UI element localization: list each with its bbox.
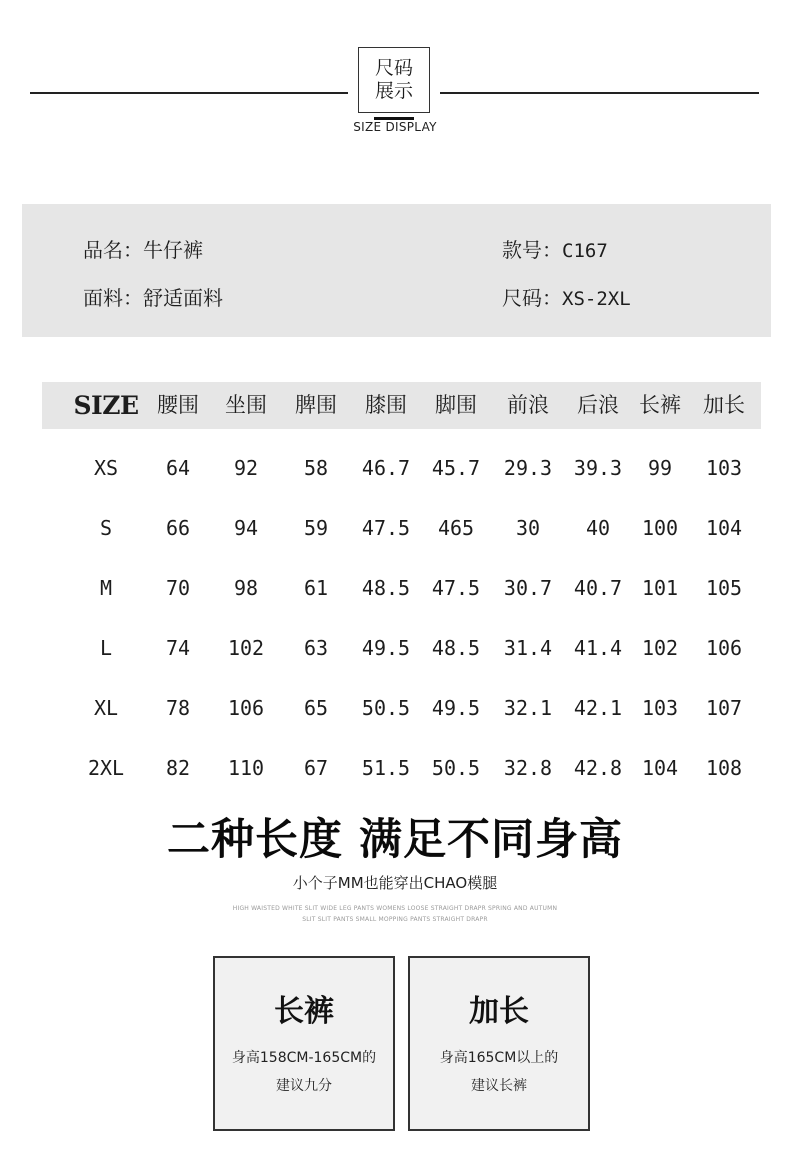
- size-table-cell: 104: [705, 516, 743, 540]
- size-table-cell: 32.1: [503, 696, 553, 720]
- header-subtitle: SIZE DISPLAY: [353, 120, 437, 134]
- card-title: 长裤: [274, 994, 334, 1029]
- size-table-cell: 110: [227, 756, 265, 780]
- size-table-column-header: 脚围: [435, 393, 477, 417]
- size-table-size-label: 2XL: [87, 756, 125, 780]
- size-table-cell: 465: [437, 516, 475, 540]
- size-table-cell: 104: [641, 756, 679, 780]
- length-card-regular: [213, 956, 395, 1131]
- size-table-cell: 74: [165, 636, 191, 660]
- promo-fineprint-line2: SLIT SLIT PANTS SMALL MOPPING PANTS STRAIGHT DRAPR: [302, 916, 488, 923]
- size-table-column-header: 前浪: [507, 393, 549, 417]
- header-title-box: [358, 47, 430, 113]
- card-description: [410, 1044, 588, 1100]
- promo-title: 二种长度 满足不同身高: [167, 815, 623, 865]
- size-table-cell: 65: [303, 696, 329, 720]
- length-card-extended: [408, 956, 590, 1131]
- size-table-column-header: 加长: [703, 393, 745, 417]
- size-table-cell: 58: [303, 456, 329, 480]
- size-table-cell: 107: [705, 696, 743, 720]
- product-name: [83, 234, 203, 263]
- size-table-cell: 31.4: [503, 636, 553, 660]
- size-table-size-label: XS: [93, 456, 119, 480]
- fabric-label: 面料：: [83, 286, 143, 310]
- size-table-cell: 50.5: [431, 756, 481, 780]
- size-table-cell: 106: [227, 696, 265, 720]
- size-table-cell: 39.3: [573, 456, 623, 480]
- card-desc-line2: 建议九分: [276, 1078, 332, 1094]
- size-table-size-label: M: [99, 576, 113, 600]
- size-table-cell: 42.1: [573, 696, 623, 720]
- size-table-size-label: XL: [93, 696, 119, 720]
- size-table-cell: 40.7: [573, 576, 623, 600]
- size-range-label: 尺码：: [502, 286, 562, 310]
- size-table-column-header: 长裤: [639, 393, 681, 417]
- size-table-cell: 105: [705, 576, 743, 600]
- size-table-cell: 48.5: [431, 636, 481, 660]
- size-table-cell: 98: [233, 576, 259, 600]
- size-table-cell: 46.7: [361, 456, 411, 480]
- size-table-cell: 47.5: [361, 516, 411, 540]
- promo-fineprint-line1: HIGH WAISTED WHITE SLIT WIDE LEG PANTS WOMENS LOOSE STRAIGHT DRAPR SPRING AND AUTUMN: [232, 905, 558, 912]
- size-table-column-header: 脾围: [295, 393, 337, 417]
- size-table-cell: 45.7: [431, 456, 481, 480]
- product-name-label: 品名：: [83, 238, 143, 262]
- card-desc-line2: 建议长裤: [471, 1078, 527, 1094]
- header-title-line1: 尺码: [374, 57, 413, 79]
- size-table-cell: 67: [303, 756, 329, 780]
- size-range-value: XS-2XL: [562, 288, 631, 310]
- size-table-cell: 63: [303, 636, 329, 660]
- size-table-cell: 49.5: [431, 696, 481, 720]
- card-title: 加长: [469, 994, 529, 1029]
- size-table-cell: 92: [233, 456, 259, 480]
- size-table-cell: 66: [165, 516, 191, 540]
- size-table-cell: 50.5: [361, 696, 411, 720]
- size-table-size-label: S: [99, 516, 113, 540]
- card-desc-line1: 身高165CM以上的: [439, 1050, 559, 1066]
- size-table-cell: 82: [165, 756, 191, 780]
- product-name-value: 牛仔裤: [143, 238, 203, 262]
- size-table-cell: 101: [641, 576, 679, 600]
- size-table-cell: 42.8: [573, 756, 623, 780]
- size-table-cell: 78: [165, 696, 191, 720]
- size-table-cell: 94: [233, 516, 259, 540]
- style-number-label: 款号：: [502, 238, 562, 262]
- size-table-cell: 47.5: [431, 576, 481, 600]
- size-table-cell: 59: [303, 516, 329, 540]
- size-table-cell: 41.4: [573, 636, 623, 660]
- card-desc-line1: 身高158CM-165CM的: [231, 1050, 377, 1066]
- size-table-column-header: SIZE: [73, 391, 139, 420]
- size-table-cell: 40: [585, 516, 611, 540]
- size-table-cell: 99: [647, 456, 673, 480]
- size-table-cell: 32.8: [503, 756, 553, 780]
- size-table-cell: 103: [705, 456, 743, 480]
- header-title-line2: 展示: [374, 80, 413, 102]
- size-table-cell: 48.5: [361, 576, 411, 600]
- size-table-cell: 30: [515, 516, 541, 540]
- product-fabric: [83, 282, 223, 311]
- size-table-cell: 102: [641, 636, 679, 660]
- size-table-column-header: 腰围: [157, 393, 199, 417]
- size-table-cell: 30.7: [503, 576, 553, 600]
- header-rule-right: [440, 92, 759, 94]
- header-rule-left: [30, 92, 348, 94]
- fabric-value: 舒适面料: [143, 286, 223, 310]
- size-table-cell: 100: [641, 516, 679, 540]
- size-table-column-header: 膝围: [365, 393, 407, 417]
- size-table-cell: 29.3: [503, 456, 553, 480]
- size-table-cell: 49.5: [361, 636, 411, 660]
- style-number-value: C167: [562, 240, 608, 262]
- product-size-range: [502, 282, 631, 311]
- size-table-cell: 61: [303, 576, 329, 600]
- size-table-size-label: L: [99, 636, 113, 660]
- size-table-cell: 64: [165, 456, 191, 480]
- size-table-column-header: 坐围: [225, 393, 267, 417]
- size-table-cell: 70: [165, 576, 191, 600]
- card-description: [215, 1044, 393, 1100]
- product-style-number: [502, 234, 608, 263]
- product-info-panel: [22, 204, 771, 337]
- size-table-cell: 51.5: [361, 756, 411, 780]
- size-table-cell: 103: [641, 696, 679, 720]
- size-table-cell: 106: [705, 636, 743, 660]
- size-table-cell: 102: [227, 636, 265, 660]
- size-table-cell: 108: [705, 756, 743, 780]
- promo-subtitle: 小个子MM也能穿出CHAO模腿: [292, 874, 498, 892]
- size-table-column-header: 后浪: [577, 393, 619, 417]
